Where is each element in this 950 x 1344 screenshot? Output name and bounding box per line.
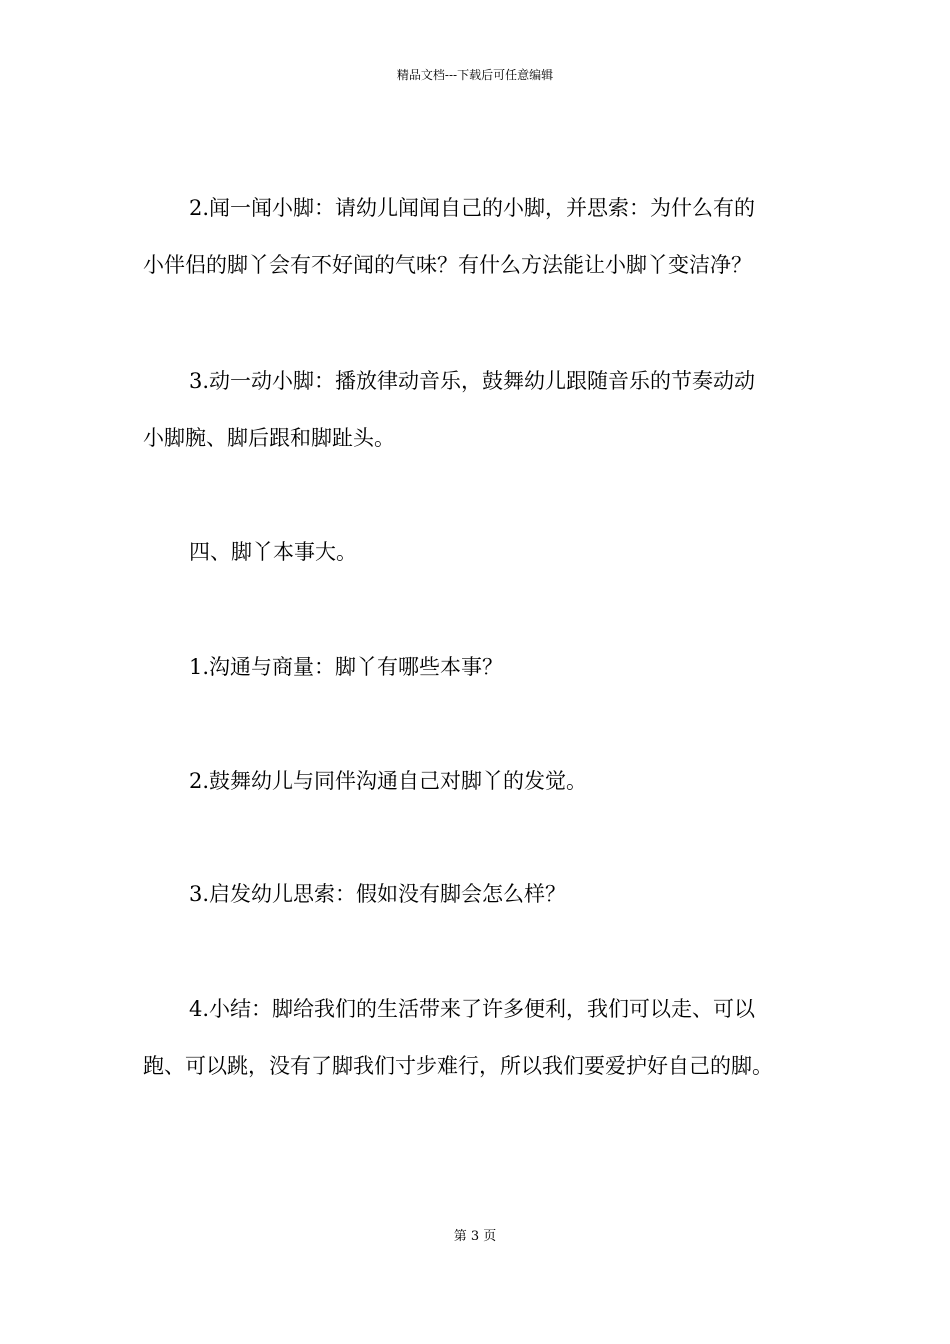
- paragraph-line: 跑、可以跳，没有了脚我们寸步难行，所以我们要爱护好自己的脚。: [143, 1054, 773, 1078]
- paragraph-line: 1.沟通与商量：脚丫有哪些本事？: [189, 655, 504, 679]
- paragraph-line: 3.动一动小脚：播放律动音乐，鼓舞幼儿跟随音乐的节奏动动: [189, 369, 756, 393]
- paragraph-summary: [143, 981, 813, 1095]
- paragraph-line: 小脚腕、脚后跟和脚趾头。: [143, 426, 395, 450]
- paragraph-line: 四、脚丫本事大。: [189, 540, 357, 564]
- paragraph-line: 小伴侣的脚丫会有不好闻的气味？有什么方法能让小脚丫变洁净？: [143, 253, 752, 277]
- section-heading-four: [143, 524, 813, 581]
- paragraph-line: 3.启发幼儿思索：假如没有脚会怎么样？: [189, 882, 567, 906]
- paragraph-line: 2.闻一闻小脚：请幼儿闻闻自己的小脚，并思索：为什么有的: [189, 196, 756, 220]
- paragraph-discuss: [143, 639, 813, 696]
- paragraph-smell-feet: [143, 180, 813, 294]
- page-header: 精品文档---下载后可任意编辑: [396, 68, 554, 82]
- paragraph-move-feet: [143, 353, 813, 467]
- paragraph-line: 4.小结：脚给我们的生活带来了许多便利，我们可以走、可以: [189, 997, 756, 1021]
- paragraph-inspire: [143, 866, 813, 923]
- page-number: 第 3 页: [453, 1229, 497, 1244]
- paragraph-line: 2.鼓舞幼儿与同伴沟通自己对脚丫的发觉。: [189, 769, 588, 793]
- paragraph-encourage: [143, 753, 813, 810]
